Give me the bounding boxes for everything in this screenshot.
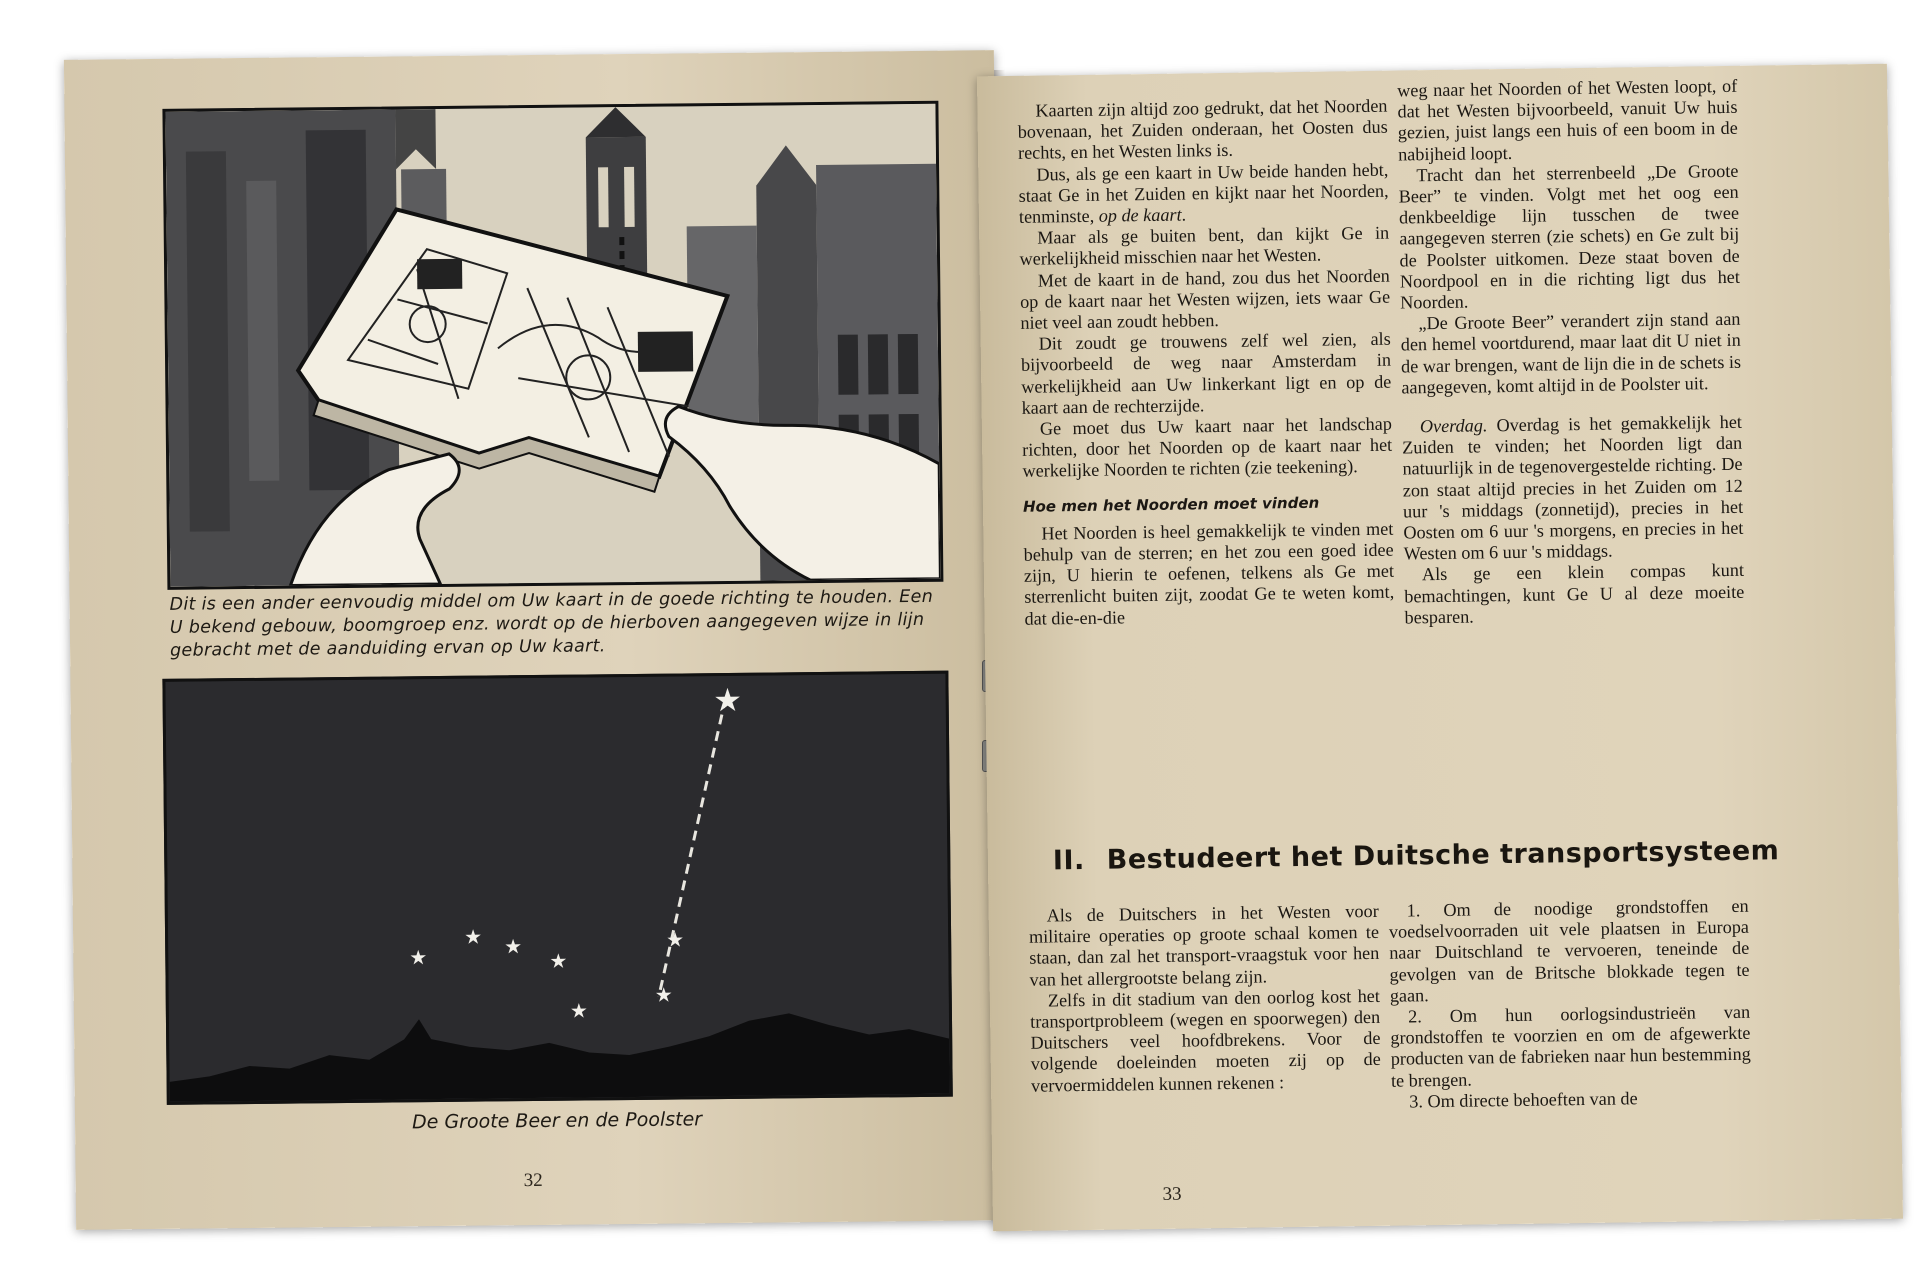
paragraph: Kaarten zijn altijd zoo gedrukt, dat het Noorden bovenaan, het Zuiden onderaan, het Oosten dus rechts, en het Westen links is. (1017, 95, 1388, 164)
text-column-1 (1017, 96, 1394, 630)
paragraph: Met de kaart in de hand, zou dus het Noorden op de kaart naar het Westen wijzen, iets waar Ge niet veel aan zoudt hebben. (1019, 265, 1391, 333)
paragraph: 2. Om hun oorlogsindustrieën van grondstoffen te voorzien en om de afgewerkte producten van de fabrieken naar hun bestemming te brengen. (1390, 1001, 1751, 1091)
section-heading (1053, 835, 1780, 876)
paragraph: Dit zoudt ge trouwens zelf wel zien, als bijvoorbeeld de weg naar Amsterdam in werkelijkheid aan Uw linkerkant ligt en op de kaart aan de rechterzijde. (1020, 328, 1392, 418)
dipper-star: ★ (464, 924, 483, 949)
paragraph: weg naar het Noorden of het Westen loopt, of dat het Westen bijvoorbeeld, vanuit Uw huis gezien, juist langs een huis of een boom in de nabijheid loopt. (1397, 75, 1738, 165)
polaris-star: ★ (713, 680, 743, 720)
city-illustration-caption: Dit is een ander eenvoudig middel om Uw kaart in de goede richting te houden. Een U bekend gebouw, boomgroep enz. wordt op de hierboven aangegeven wijze in lijn gebracht met de aanduiding ervan op Uw kaart. (169, 586, 934, 661)
paragraph: 3. Om directe behoeften van de (1409, 1088, 1638, 1112)
paragraph: Als de Duitschers in het Westen voor militaire operaties op groote schaal komen te staan, dan zal het transport-vraagstuk voor hen van het allergrootste belang zijn. (1028, 900, 1380, 990)
page-number-right: 33 (1162, 1183, 1182, 1205)
pointer-star: ★ (654, 982, 673, 1007)
paragraph: Het Noorden is heel gemakkelijk te vinden met behulp van de sterren; en het zou een goed idee zijn, U hierin te oefenen, telkens als Ge met sterrenlicht buiten zijt, zoodat Ge te weten komt, dat die-en-die (1023, 518, 1395, 629)
section-title: Bestudeert het Duitsche transportsysteem (1106, 835, 1780, 876)
paragraph: Tracht dan het sterrenbeeld „De Groote Beer” te vinden. Volgt met het oog een denkbeeldige lijn tusschen de twee aangegeven sterren (zie schets) en Ge zult bij de Poolster uitkomen. Deze staat boven de Noordpool en in die richting ligt dus het Noorden. (1398, 160, 1740, 313)
paragraph: 1. Om de noodige grondstoffen en voedselvoorraden uit vele plaatsen in Europa naar Duitschland te vervoeren, teneinde de gevolgen van de Britsche blokkade tegen te gaan. (1388, 895, 1750, 1006)
pointer-star: ★ (666, 927, 685, 952)
dipper-star: ★ (504, 934, 523, 959)
paragraph: Ge moet dus Uw kaart naar het landschap richten, door het Noorden op de kaart naar het werkelijke Noorden te richten (zie teekening). (1022, 413, 1393, 482)
text-column-3 (1029, 901, 1382, 1097)
paragraph (1402, 412, 1744, 565)
left-page (64, 50, 1006, 1230)
paragraph: „De Groote Beer” verandert zijn stand aan den hemel voortdurend, maar laat dit U niet in de war brengen, want de lijn die in de schets is aangegeven, komt altijd in de Poolster uit. (1400, 309, 1742, 398)
right-page (977, 64, 1903, 1232)
paragraph-text: Dus, als ge een kaart in Uw beide handen hebt, staat Ge in het Zuiden en kijkt naar het Noorden, tenminste, (1018, 159, 1389, 227)
big-dipper-drawing (165, 674, 949, 1102)
paragraph-text: . (1181, 204, 1187, 225)
dipper-star: ★ (409, 945, 428, 970)
night-sky-illustration (162, 671, 952, 1105)
text-column-2 (1397, 76, 1745, 629)
paragraph: Zelfs in dit stadium van den oorlog kost het transportprobleem (wegen en spoorwegen) den Duitschers veel hoofdbrekens. Voor de volgende doeleinden moeten zij op de vervoermiddelen kunnen rekenen : (1030, 985, 1381, 1096)
italic-phrase: op de kaart (1098, 204, 1182, 226)
section-number: II. (1052, 844, 1086, 877)
city-map-drawing (165, 104, 940, 587)
paragraph: Als ge een klein compas kunt bemachtingen, kunt Ge U al deze moeite besparen. (1404, 560, 1745, 628)
city-map-illustration (162, 101, 943, 590)
paragraph-text: Overdag is het gemakkelijk het Zuiden te vinden; het Noorden ligt dan natuurlijk in de tegenovergestelde richting. De zon staat altijd precies in het Zuiden om 12 uur 's middags (zonnetijd), precies in het Oosten om 6 uur 's morgens, en precies in het Westen om 6 uur 's middags. (1402, 411, 1744, 564)
paragraph: Maar als ge buiten bent, dan kijkt Ge in werkelijkheid misschien naar het Westen. (1019, 222, 1390, 270)
night-sky-caption: De Groote Beer en de Poolster (411, 1108, 703, 1134)
italic-phrase: Overdag. (1419, 415, 1488, 437)
page-number-left: 32 (523, 1169, 543, 1192)
subheading: Hoe men het Noorden moet vinden (1022, 493, 1320, 516)
paragraph (1018, 159, 1389, 228)
dipper-star: ★ (549, 948, 568, 973)
dipper-star: ★ (569, 998, 588, 1023)
text-column-4 (1389, 896, 1752, 1113)
